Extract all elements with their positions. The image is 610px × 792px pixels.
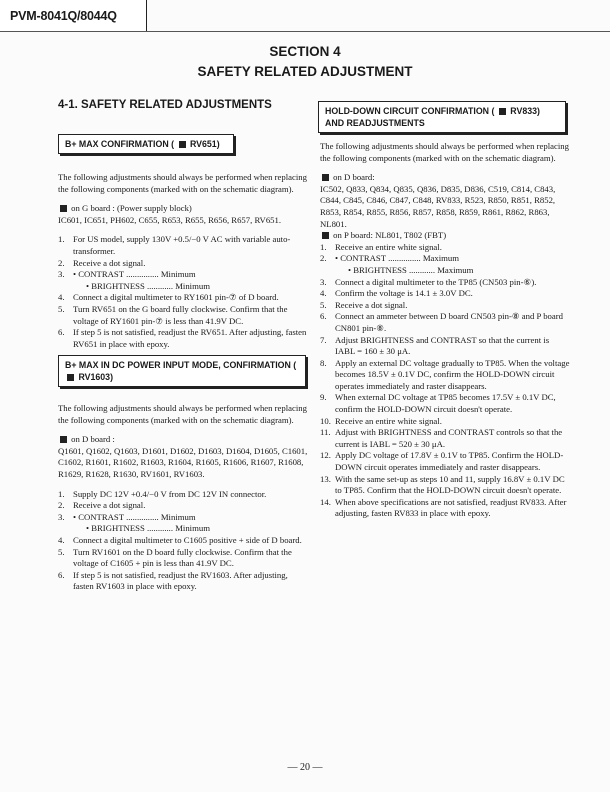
step-text: Turn RV1601 on the D board fully clockwise. Confirm that the voltage of C1605 + pin is less than 41.9V DC. xyxy=(73,546,292,569)
step-text: Receive an entire white signal. xyxy=(335,241,442,252)
step-number: 1. xyxy=(58,488,65,499)
step-text: Turn RV651 on the G board fully clockwise. Confirm that the voltage of RY1601 pin-⑦ is less than 41.9V DC. xyxy=(73,303,288,326)
step-text: Receive a dot signal. xyxy=(73,257,146,268)
step-number: 8. xyxy=(320,357,327,368)
step-item xyxy=(58,327,308,350)
step-text: Apply an external DC voltage gradually to TP85. When the voltage becomes 18.5V ± 0.1V DC, confirm the HOLD-DOWN circuit operates immediately and raster disappears. xyxy=(335,357,570,391)
step-text: Adjust BRIGHTNESS and CONTRAST so that the current is IABL = 160 ± 30 μA. xyxy=(335,334,550,357)
step-text: Receive a dot signal. xyxy=(73,500,146,511)
board-4: on P board: NL801, T802 (FBT) xyxy=(331,230,447,241)
right-section xyxy=(320,141,570,520)
step-item xyxy=(58,523,308,535)
parts-1: IC601, IC651, PH602, C655, R653, R655, R656, R657, RV651. xyxy=(58,214,282,225)
step-item xyxy=(58,234,308,257)
step-item xyxy=(58,535,308,547)
step-text: Receive a dot signal. xyxy=(335,299,408,310)
step-number: 3. xyxy=(58,269,65,280)
step-text: For US model, supply 130V +0.5/−0 V AC with variable auto-transformer. xyxy=(73,234,291,256)
step-item xyxy=(58,547,308,570)
intro-1: The following adjustments should always be performed when replacing the following components (marked with on the schematic diagram). xyxy=(58,172,307,194)
step-number: 3. xyxy=(58,511,65,522)
left-section-1 xyxy=(58,172,308,350)
step-text: When external DC voltage at TP85 becomes 17.5V ± 0.1V DC, confirm the HOLD-DOWN circuit doesn't operate. xyxy=(335,392,556,415)
step-item xyxy=(320,277,570,289)
step-number: 2. xyxy=(320,253,327,264)
safety-mark-icon xyxy=(179,141,186,148)
step-number: 10. xyxy=(320,415,331,426)
header-model-tab xyxy=(0,0,147,32)
board-1: on G board : (Power supply block) xyxy=(69,203,192,214)
safety-mark-icon xyxy=(60,436,67,443)
header-model: PVM-8041Q/8044Q xyxy=(10,9,117,23)
step-item xyxy=(58,292,308,304)
step-item xyxy=(58,304,308,327)
steps-list-1 xyxy=(58,234,308,350)
step-number: 5. xyxy=(58,303,65,314)
step-text: If step 5 is not satisfied, readjust the RV651. After adjusting, fasten RV651 in place with epoxy. xyxy=(73,327,307,349)
box-dc-power-label: B+ MAX IN DC POWER INPUT MODE, CONFIRMATION ( RV1603) xyxy=(65,360,297,382)
step-number: 6. xyxy=(58,569,65,580)
step-number: 7. xyxy=(320,334,327,345)
step-text: • BRIGHTNESS ............ Minimum xyxy=(86,523,210,534)
step-number: 14. xyxy=(320,496,331,507)
box-hold-down xyxy=(318,101,566,133)
step-item xyxy=(320,358,570,393)
parts-2: Q1601, Q1602, Q1603, D1601, D1602, D1603, D1604, D1605, C1601, C1602, R1601, R1602, R1603, R1604, R1605, R1606, R1607, R1608, R1629, R1628, R1630, RV1601, RV1603. xyxy=(58,445,308,479)
parts-3: IC502, Q833, Q834, Q835, Q836, D835, D836, C519, C814, C843, C844, C845, C846, C847, C848, RV833, R523, R850, R851, R852, R853, R854, R855, R856, R857, R858, R859, R861, R862, R863, NL801. xyxy=(320,183,556,229)
step-number: 4. xyxy=(58,534,65,545)
step-item xyxy=(320,253,570,265)
step-number: 1. xyxy=(58,234,65,245)
box-hold-down-label: HOLD-DOWN CIRCUIT CONFIRMATION ( RV833) AND READJUSTMENTS xyxy=(325,106,540,128)
step-item xyxy=(320,335,570,358)
step-text: With the same set-up as steps 10 and 11, supply 16.8V ± 0.1V DC to TP85. Confirm that the HOLD-DOWN circuit doesn't operate. xyxy=(335,473,565,496)
step-number: 2. xyxy=(58,500,65,511)
page-number: — 20 — xyxy=(287,762,323,773)
header-rule xyxy=(0,31,610,32)
step-text: Connect a digital multimeter to RY1601 pin-⑦ of D board. xyxy=(73,292,279,303)
board-3: on D board: xyxy=(331,172,375,183)
step-text: Apply DC voltage of 17.8V ± 0.1V to TP85. Confirm the HOLD-DOWN circuit operates immediately and raster disappears. xyxy=(335,450,564,473)
step-number: 3. xyxy=(320,276,327,287)
safety-mark-icon xyxy=(499,108,506,115)
step-text: Connect an ammeter between D board CN503 pin-⑧ and P board CN801 pin-⑧. xyxy=(335,311,563,333)
safety-mark-icon xyxy=(67,374,74,381)
step-item xyxy=(320,474,570,497)
step-item xyxy=(320,450,570,473)
step-text: • CONTRAST ............... Minimum xyxy=(73,269,196,280)
step-number: 5. xyxy=(320,299,327,310)
step-item xyxy=(320,416,570,428)
step-item xyxy=(320,300,570,312)
step-number: 4. xyxy=(320,288,327,299)
step-item xyxy=(320,242,570,254)
step-item xyxy=(58,281,308,293)
step-number: 1. xyxy=(320,241,327,252)
step-text: Confirm the voltage is 14.1 ± 3.0V DC. xyxy=(335,288,473,299)
step-item xyxy=(58,269,308,281)
steps-list-3 xyxy=(320,242,570,520)
step-number: 5. xyxy=(58,546,65,557)
intro-3: The following adjustments should always be performed when replacing the following components (marked with on the schematic diagram). xyxy=(320,141,569,163)
step-item xyxy=(320,392,570,415)
step-item xyxy=(320,288,570,300)
section-title: SAFETY RELATED ADJUSTMENT xyxy=(197,64,413,79)
step-text: Supply DC 12V +0.4/−0 V from DC 12V IN connector. xyxy=(73,488,267,499)
subsection-heading: 4-1. SAFETY RELATED ADJUSTMENTS xyxy=(58,99,272,111)
intro-2: The following adjustments should always be performed when replacing the following components (marked with on the schematic diagram). xyxy=(58,403,307,425)
step-text: Adjust with BRIGHTNESS and CONTRAST controls so that the current is IABL = 520 ± 30 μA. xyxy=(335,427,563,449)
step-item xyxy=(58,489,308,501)
step-number: 11. xyxy=(320,427,331,438)
step-item xyxy=(320,497,570,520)
step-number: 6. xyxy=(58,327,65,338)
step-text: • CONTRAST ............... Maximum xyxy=(335,253,460,264)
step-item xyxy=(58,258,308,270)
section-number: SECTION 4 xyxy=(269,44,341,59)
step-text: Receive an entire white signal. xyxy=(335,415,442,426)
step-text: • CONTRAST ............... Minimum xyxy=(73,511,196,522)
board-2: on D board : xyxy=(69,434,115,445)
step-text: • BRIGHTNESS ............ Minimum xyxy=(86,280,210,291)
step-item xyxy=(58,512,308,524)
step-number: 9. xyxy=(320,392,327,403)
box-bplus-max-label: B+ MAX CONFIRMATION ( RV651) xyxy=(65,139,220,149)
step-number: 12. xyxy=(320,450,331,461)
steps-list-2 xyxy=(58,489,308,593)
step-text: If step 5 is not satisfied, readjust the RV1603. After adjusting, fasten RV1603 in place with epoxy. xyxy=(73,569,288,592)
box-bplus-max xyxy=(58,134,234,154)
safety-mark-icon xyxy=(322,174,329,181)
left-section-2 xyxy=(58,403,308,593)
step-number: 6. xyxy=(320,311,327,322)
step-number: 13. xyxy=(320,473,331,484)
step-text: Connect a digital multimeter to C1605 positive + side of D board. xyxy=(73,534,302,545)
safety-mark-icon xyxy=(60,205,67,212)
step-item xyxy=(320,427,570,450)
step-item xyxy=(320,265,570,277)
step-text: When above specifications are not satisfied, readjust RV833. After adjusting, fasten RV833 in place with epoxy. xyxy=(335,496,567,519)
step-number: 4. xyxy=(58,292,65,303)
step-item xyxy=(58,570,308,593)
step-text: Connect a digital multimeter to the TP85 (CN503 pin-⑥). xyxy=(335,276,537,287)
step-text: • BRIGHTNESS ............ Maximum xyxy=(348,264,474,275)
safety-mark-icon xyxy=(322,232,329,239)
box-dc-power xyxy=(58,355,306,387)
step-item xyxy=(58,500,308,512)
step-item xyxy=(320,311,570,334)
step-number: 2. xyxy=(58,257,65,268)
